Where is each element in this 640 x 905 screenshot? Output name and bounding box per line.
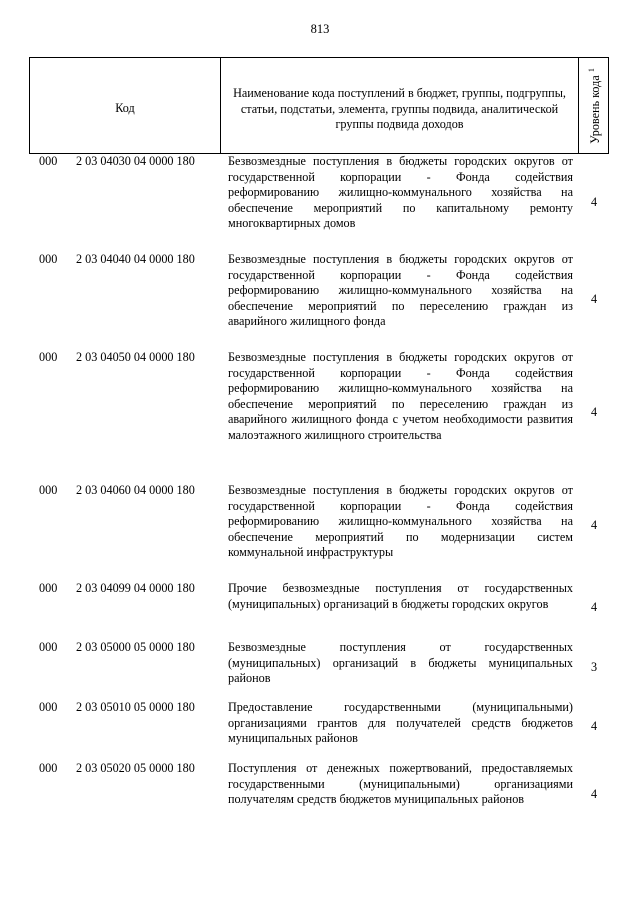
table-row bbox=[0, 640, 640, 700]
revenue-code: 2 03 05020 05 0000 180 bbox=[76, 761, 195, 775]
table-row bbox=[0, 483, 640, 581]
table-row bbox=[0, 700, 640, 761]
header-name bbox=[221, 58, 578, 153]
code-level: 4 bbox=[590, 600, 598, 614]
header-level bbox=[579, 58, 609, 153]
admin-code: 000 bbox=[39, 154, 58, 168]
admin-code: 000 bbox=[39, 581, 58, 595]
header-level-label: Уровень кода bbox=[588, 74, 603, 144]
revenue-code: 2 03 05000 05 0000 180 bbox=[76, 640, 195, 654]
revenue-name: Предоставление государственными (муниципальными) организациями грантов для получателей средств бюджетов муниципальных районов bbox=[228, 700, 573, 746]
table-header bbox=[29, 57, 609, 154]
code-level: 4 bbox=[590, 195, 598, 209]
revenue-name: Безвозмездные поступления в бюджеты городских округов от государственной корпорации - Фонда содействия реформированию жилищно-коммунального хозяйства на обеспечение мероприятий по капитальному ремонту многоквартирных домов bbox=[228, 154, 573, 231]
code-level: 4 bbox=[590, 719, 598, 733]
revenue-name: Безвозмездные поступления от государственных (муниципальных) организаций в бюджеты муниципальных районов bbox=[228, 640, 573, 686]
code-level: 3 bbox=[590, 660, 598, 674]
code-level: 4 bbox=[590, 787, 598, 801]
admin-code: 000 bbox=[39, 252, 58, 266]
table-row bbox=[0, 761, 640, 831]
revenue-name: Прочие безвозмездные поступления от государственных (муниципальных) организаций в бюджеты городских округов bbox=[228, 581, 573, 611]
table-row bbox=[0, 252, 640, 350]
admin-code: 000 bbox=[39, 700, 58, 714]
admin-code: 000 bbox=[39, 761, 58, 775]
table-body bbox=[0, 154, 640, 831]
header-code bbox=[30, 58, 220, 153]
admin-code: 000 bbox=[39, 350, 58, 364]
revenue-name: Безвозмездные поступления в бюджеты городских округов от государственной корпорации - Фонда содействия реформированию жилищно-коммунального хозяйства на обеспечение мероприятий по переселению граждан из аварийного жилищного фонда с учетом необходимости развития малоэтажного жилищного строительства bbox=[228, 350, 573, 442]
admin-code: 000 bbox=[39, 640, 58, 654]
revenue-code: 2 03 05010 05 0000 180 bbox=[76, 700, 195, 714]
table-row bbox=[0, 581, 640, 640]
table-row bbox=[0, 154, 640, 252]
code-level: 4 bbox=[590, 405, 598, 419]
revenue-name: Поступления от денежных пожертвований, предоставляемых государственными (муниципальными) организациями получателям средств бюджетов муниципальных районов bbox=[228, 761, 573, 807]
page-number: 813 bbox=[310, 22, 330, 36]
admin-code: 000 bbox=[39, 483, 58, 497]
revenue-name: Безвозмездные поступления в бюджеты городских округов от государственной корпорации - Фонда содействия реформированию жилищно-коммунального хозяйства на обеспечение мероприятий по модернизации систем коммунальной инфраструктуры bbox=[228, 483, 573, 560]
table-row bbox=[0, 350, 640, 483]
revenue-code: 2 03 04030 04 0000 180 bbox=[76, 154, 195, 168]
revenue-name: Безвозмездные поступления в бюджеты городских округов от государственной корпорации - Фонда содействия реформированию жилищно-коммунального хозяйства на обеспечение мероприятий по переселению граждан из аварийного жилищного фонда bbox=[228, 252, 573, 329]
header-code-label: Код bbox=[115, 100, 135, 115]
revenue-code: 2 03 04040 04 0000 180 bbox=[76, 252, 195, 266]
code-level: 4 bbox=[590, 292, 598, 306]
revenue-code: 2 03 04050 04 0000 180 bbox=[76, 350, 195, 364]
revenue-code: 2 03 04060 04 0000 180 bbox=[76, 483, 195, 497]
code-level: 4 bbox=[590, 518, 598, 532]
revenue-code: 2 03 04099 04 0000 180 bbox=[76, 581, 195, 595]
header-name-label: Наименование кода поступлений в бюджет, группы, подгруппы, статьи, подстатьи, элемента, группы подвида, аналитической группы подвида доходов bbox=[233, 86, 566, 132]
header-level-text bbox=[584, 68, 604, 144]
header-level-footnote: 1 bbox=[587, 67, 597, 72]
